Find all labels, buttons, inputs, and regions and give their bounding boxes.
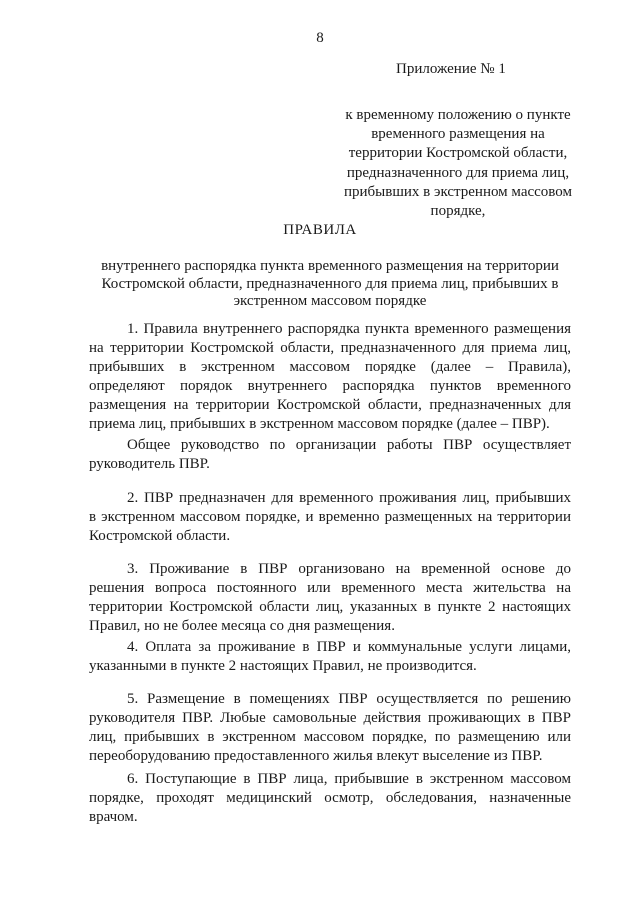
paragraph-line: Костромской области. — [89, 527, 231, 544]
paragraph-line: врачом. — [89, 808, 138, 825]
document-subtitle-line: внутреннего распорядка пункта временного размещения на территории — [101, 258, 559, 274]
appendix-subtitle-line: предназначенного для приема лиц, — [346, 164, 570, 181]
document-subtitle — [80, 258, 580, 311]
paragraph-line: на территории Костромской области, предназначенного для приема лиц, — [89, 339, 571, 356]
paragraph-line: 1. Правила внутреннего распорядка пункта временного размещения — [127, 321, 571, 337]
paragraph-line: территории Костромской области лиц, указанных в пункте 2 настоящих — [89, 598, 571, 615]
paragraph-general-management — [89, 436, 571, 474]
paragraph-line: 4. Оплата за проживание в ПВР и коммунальные услуги лицами, — [127, 639, 571, 655]
appendix-subtitle-line: порядке, — [430, 203, 486, 220]
appendix-subtitle-line: к временному положению о пункте — [345, 107, 571, 123]
paragraph-line: Правил, но не более месяца со дня размещения. — [89, 617, 395, 634]
appendix-subtitle-line: временного размещения на — [371, 126, 545, 143]
paragraph-line: приема лиц, прибывших в экстренном массовом порядке (далее – ПВР). — [89, 415, 550, 432]
appendix-subtitle-line: прибывших в экстренном массовом — [344, 183, 572, 200]
paragraph-line: решения вопроса постоянного или временного места жительства на — [89, 579, 571, 596]
appendix-subtitle-line: территории Костромской области, — [348, 145, 568, 162]
appendix-subtitle — [330, 106, 586, 221]
paragraph-line: порядке, проходят медицинский осмотр, обследования, назначенные — [89, 789, 571, 806]
paragraph-5 — [89, 690, 571, 766]
paragraph-line: прибывших в экстренном массовом порядке (далее – Правила), — [89, 358, 571, 375]
paragraph-line: указанными в пункте 2 настоящих Правил, не производится. — [89, 657, 477, 674]
paragraph-line: в экстренном массовом порядке, и временно размещенных на территории — [89, 508, 571, 525]
paragraph-line: 2. ПВР предназначен для временного проживания лиц, прибывших — [127, 490, 571, 506]
page-number: 8 — [316, 30, 324, 46]
paragraph-3 — [89, 560, 571, 636]
paragraph-2 — [89, 489, 571, 546]
appendix-title: Приложение № 1 — [396, 61, 506, 77]
paragraph-line: 6. Поступающие в ПВР лица, прибывшие в экстренном массовом — [127, 771, 571, 787]
paragraph-line: 5. Размещение в помещениях ПВР осуществляется по решению — [127, 691, 571, 707]
paragraph-line: Общее руководство по организации работы ПВР осуществляет — [127, 437, 571, 453]
document-subtitle-line: Костромской области, предназначенного для приема лиц, прибывших в — [101, 275, 559, 292]
paragraph-line: лиц, прибывших в экстренном массовом порядке, по размещению или — [89, 728, 571, 745]
paragraph-line: определяют порядок внутреннего распорядка пунктов временного — [89, 377, 571, 394]
paragraph-line: руководителя ПВР. Любые самовольные действия проживающих в ПВР — [89, 709, 571, 726]
paragraph-line: 3. Проживание в ПВР организовано на временной основе до — [127, 561, 571, 577]
paragraph-line: руководитель ПВР. — [89, 455, 210, 472]
paragraph-line: размещения на территории Костромской области, предназначенных для — [89, 396, 571, 413]
paragraph-6 — [89, 770, 571, 827]
paragraph-4 — [89, 638, 571, 676]
document-subtitle-line: экстренном массовом порядке — [233, 293, 427, 309]
paragraph-1 — [89, 320, 571, 433]
paragraph-line: переоборудованию предоставленного жилья влекут выселение из ПВР. — [89, 747, 543, 764]
document-title: ПРАВИЛА — [283, 222, 357, 238]
